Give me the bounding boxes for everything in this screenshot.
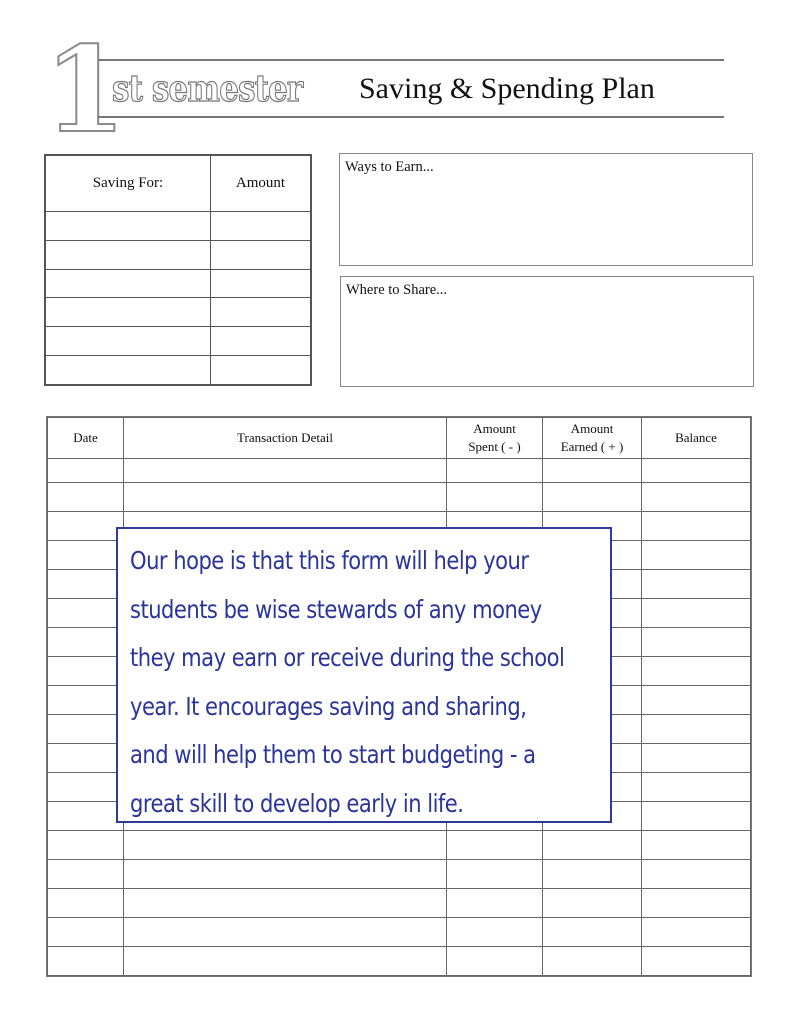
balance-cell[interactable] (642, 570, 751, 599)
transaction-row (48, 831, 751, 860)
amount-spent-cell[interactable] (447, 947, 543, 976)
amount-cell[interactable] (211, 327, 311, 356)
balance-cell[interactable] (642, 686, 751, 715)
where-to-share-box[interactable] (340, 276, 754, 387)
date-cell[interactable] (48, 715, 124, 744)
date-cell[interactable] (48, 686, 124, 715)
transaction-detail-cell[interactable] (124, 918, 447, 947)
note-line: Our hope is that this form will help your (130, 546, 529, 575)
amount-spent-cell[interactable] (447, 860, 543, 889)
balance-cell[interactable] (642, 947, 751, 976)
amount-cell[interactable] (211, 240, 311, 269)
balance-cell[interactable] (642, 657, 751, 686)
balance-cell[interactable] (642, 918, 751, 947)
page-title: Saving & Spending Plan (359, 72, 655, 105)
balance-cell[interactable] (642, 744, 751, 773)
amount-spent-cell[interactable] (447, 918, 543, 947)
saving-for-table (44, 154, 312, 386)
where-to-share-label: Where to Share... (346, 282, 448, 298)
amount-earned-header: Amount Earned ( + ) (543, 418, 642, 459)
date-cell[interactable] (48, 889, 124, 918)
amount-spent-cell[interactable] (447, 831, 543, 860)
balance-cell[interactable] (642, 512, 751, 541)
amount-spent-cell[interactable] (447, 483, 543, 512)
balance-cell[interactable] (642, 860, 751, 889)
amount-spent-cell[interactable] (447, 459, 543, 483)
transaction-detail-cell[interactable] (124, 889, 447, 918)
transaction-detail-cell[interactable] (124, 483, 447, 512)
date-cell[interactable] (48, 860, 124, 889)
transaction-row (48, 459, 751, 483)
note-line: and will help them to start budgeting - a (130, 740, 536, 769)
balance-cell[interactable] (642, 628, 751, 657)
amount-spent-cell[interactable] (447, 889, 543, 918)
note-line: they may earn or receive during the school (130, 643, 565, 672)
transaction-detail-cell[interactable] (124, 459, 447, 483)
amount-header: Amount (211, 156, 311, 212)
date-cell[interactable] (48, 802, 124, 831)
balance-cell[interactable] (642, 831, 751, 860)
amount-earned-cell[interactable] (543, 889, 642, 918)
note-line: year. It encourages saving and sharing, (130, 691, 527, 721)
balance-header: Balance (642, 418, 751, 459)
date-cell[interactable] (48, 541, 124, 570)
date-cell[interactable] (48, 459, 124, 483)
balance-cell[interactable] (642, 889, 751, 918)
amount-cell[interactable] (211, 269, 311, 298)
transaction-row (48, 889, 751, 918)
saving-for-cell[interactable] (46, 327, 211, 356)
date-cell[interactable] (48, 773, 124, 802)
amount-earned-cell[interactable] (543, 831, 642, 860)
transaction-row (48, 947, 751, 976)
saving-table-row (46, 240, 311, 269)
balance-cell[interactable] (642, 599, 751, 628)
transaction-row (48, 860, 751, 889)
balance-cell[interactable] (642, 483, 751, 512)
balance-cell[interactable] (642, 773, 751, 802)
saving-table-row (46, 269, 311, 298)
semester-number: 1 (44, 20, 123, 159)
saving-for-cell[interactable] (46, 298, 211, 327)
saving-table-row (46, 212, 311, 241)
date-cell[interactable] (48, 483, 124, 512)
transaction-detail-header: Transaction Detail (124, 418, 447, 459)
title-rule-top (98, 59, 724, 61)
ways-to-earn-box[interactable] (339, 153, 753, 266)
amount-cell[interactable] (211, 356, 311, 385)
amount-cell[interactable] (211, 298, 311, 327)
transaction-detail-cell[interactable] (124, 860, 447, 889)
transaction-detail-cell[interactable] (124, 831, 447, 860)
ways-to-earn-label: Ways to Earn... (345, 159, 434, 175)
saving-for-cell[interactable] (46, 356, 211, 385)
date-header: Date (48, 418, 124, 459)
balance-cell[interactable] (642, 802, 751, 831)
date-cell[interactable] (48, 599, 124, 628)
note-line: great skill to develop early in life. (130, 788, 464, 818)
saving-table-row (46, 327, 311, 356)
saving-for-header: Saving For: (46, 156, 211, 212)
amount-earned-cell[interactable] (543, 459, 642, 483)
date-cell[interactable] (48, 918, 124, 947)
date-cell[interactable] (48, 512, 124, 541)
date-cell[interactable] (48, 657, 124, 686)
balance-cell[interactable] (642, 715, 751, 744)
amount-earned-cell[interactable] (543, 947, 642, 976)
amount-spent-header: Amount Spent ( - ) (447, 418, 543, 459)
balance-cell[interactable] (642, 541, 751, 570)
note-line: students be wise stewards of any money (130, 594, 542, 624)
amount-earned-cell[interactable] (543, 860, 642, 889)
date-cell[interactable] (48, 744, 124, 773)
title-rule-bottom (98, 116, 724, 118)
saving-table-header (46, 156, 311, 212)
transaction-row (48, 483, 751, 512)
date-cell[interactable] (48, 570, 124, 599)
amount-earned-cell[interactable] (543, 918, 642, 947)
saving-table-row (46, 298, 311, 327)
amount-earned-cell[interactable] (543, 483, 642, 512)
transaction-detail-cell[interactable] (124, 947, 447, 976)
saving-for-cell[interactable] (46, 240, 211, 269)
date-cell[interactable] (48, 947, 124, 976)
amount-cell[interactable] (211, 212, 311, 241)
balance-cell[interactable] (642, 459, 751, 483)
info-note-box (116, 527, 612, 823)
date-cell[interactable] (48, 628, 124, 657)
transaction-table-header (48, 418, 751, 459)
date-cell[interactable] (48, 831, 124, 860)
transaction-row (48, 918, 751, 947)
saving-table-row (46, 356, 311, 385)
saving-for-cell[interactable] (46, 212, 211, 241)
semester-label: st semester (112, 68, 303, 110)
saving-for-cell[interactable] (46, 269, 211, 298)
